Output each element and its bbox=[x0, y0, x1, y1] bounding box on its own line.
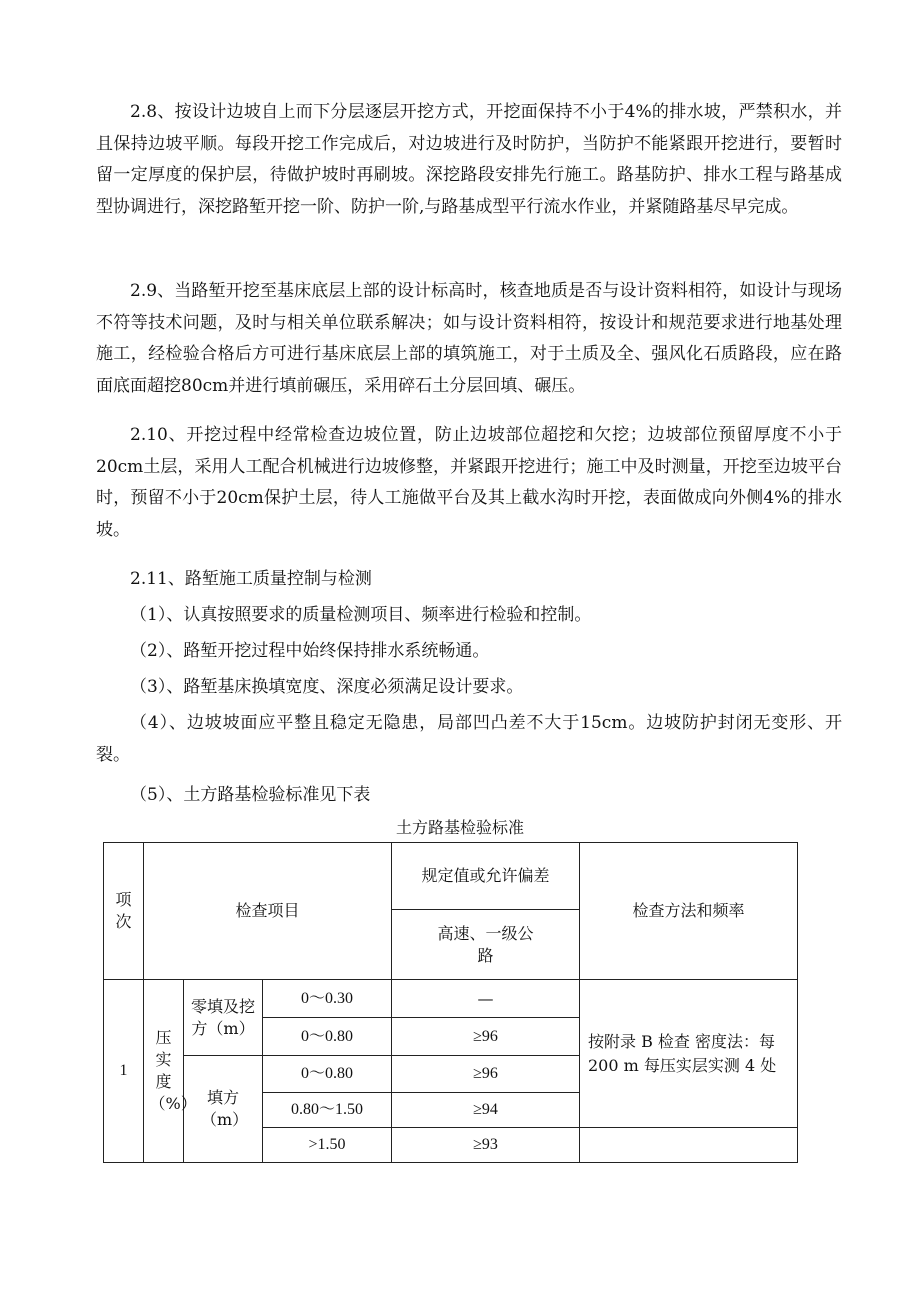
list-item-4: （4）、边坡坡面应平整且稳定无隐患，局部凹凸差不大于15cm。边坡防护封闭无变形、开裂。 bbox=[96, 713, 842, 765]
zero-fill-label: 零填及挖方（m） bbox=[184, 980, 263, 1056]
range-cell: 0～0.30 bbox=[263, 980, 392, 1018]
value-cell: ≥96 bbox=[392, 1056, 580, 1093]
list-item-3: （3）、路堑基床换填宽度、深度必须满足设计要求。 bbox=[130, 677, 524, 697]
empty-method-cell bbox=[580, 1128, 798, 1163]
header-spec: 规定值或允许偏差 bbox=[392, 843, 580, 910]
inspection-standard-table bbox=[103, 842, 798, 1163]
list-item-5: （5）、土方路基检验标准见下表 bbox=[130, 785, 371, 805]
header-road-class: 高速、一级公路 bbox=[392, 910, 580, 980]
header-method: 检查方法和频率 bbox=[580, 843, 798, 980]
list-item-2: （2）、路堑开挖过程中始终保持排水系统畅通。 bbox=[130, 641, 490, 661]
range-cell: >1.50 bbox=[263, 1128, 392, 1163]
value-cell: ≥96 bbox=[392, 1018, 580, 1056]
paragraph-2-11: 2.11、路堑施工质量控制与检测 bbox=[130, 569, 372, 589]
header-item-no: 项次 bbox=[104, 843, 144, 980]
header-check-item: 检查项目 bbox=[144, 843, 392, 980]
fill-label: 填方（m） bbox=[184, 1056, 263, 1163]
range-cell: 0.80～1.50 bbox=[263, 1093, 392, 1128]
value-cell: — bbox=[392, 980, 580, 1018]
paragraph-2-9: 2.9、当路堑开挖至基床底层上部的设计标高时，核查地质是否与设计资料相符，如设计与现场不符等技术问题，及时与相关单位联系解决；如与设计资料相符，按设计和规范要求进行地基处理施工，经检验合格后方可进行基床底层上部的填筑施工，对于土质及全、强风化石质路段，应在路面底面超挖80cm并进行填前碾压，采用碎石土分层回填、碾压。 bbox=[96, 281, 842, 396]
row-number: 1 bbox=[104, 980, 144, 1163]
range-cell: 0～0.80 bbox=[263, 1056, 392, 1093]
value-cell: ≥94 bbox=[392, 1093, 580, 1128]
list-item-1: （1）、认真按照要求的质量检测项目、频率进行检验和控制。 bbox=[130, 605, 592, 625]
paragraph-2-10: 2.10、开挖过程中经常检查边坡位置，防止边坡部位超挖和欠挖；边坡部位预留厚度不小于20cm土层，采用人工配合机械进行边坡修整，并紧跟开挖进行；施工中及时测量，开挖至边坡平台时，预留不小于20cm保护土层，待人工施做平台及其上截水沟时开挖，表面做成向外侧4%的排水坡。 bbox=[96, 425, 842, 540]
compaction-label: 压实度（%） bbox=[144, 980, 184, 1163]
method-cell: 按附录 B 检查 密度法：每 200 m 每压实层实测 4 处 bbox=[580, 980, 798, 1128]
paragraph-2-8: 2.8、按设计边坡自上而下分层逐层开挖方式，开挖面保持不小于4%的排水坡，严禁积水，并且保持边坡平顺。每段开挖工作完成后，对边坡进行及时防护，当防护不能紧跟开挖进行，要暂时留一定厚度的保护层，待做护坡时再刷坡。深挖路段安排先行施工。路基防护、排水工程与路基成型协调进行，深挖路堑开挖一阶、防护一阶,与路基成型平行流水作业，并紧随路基尽早完成。 bbox=[96, 102, 842, 217]
range-cell: 0～0.80 bbox=[263, 1018, 392, 1056]
value-cell: ≥93 bbox=[392, 1128, 580, 1163]
table-caption: 土方路基检验标准 bbox=[395, 818, 524, 837]
